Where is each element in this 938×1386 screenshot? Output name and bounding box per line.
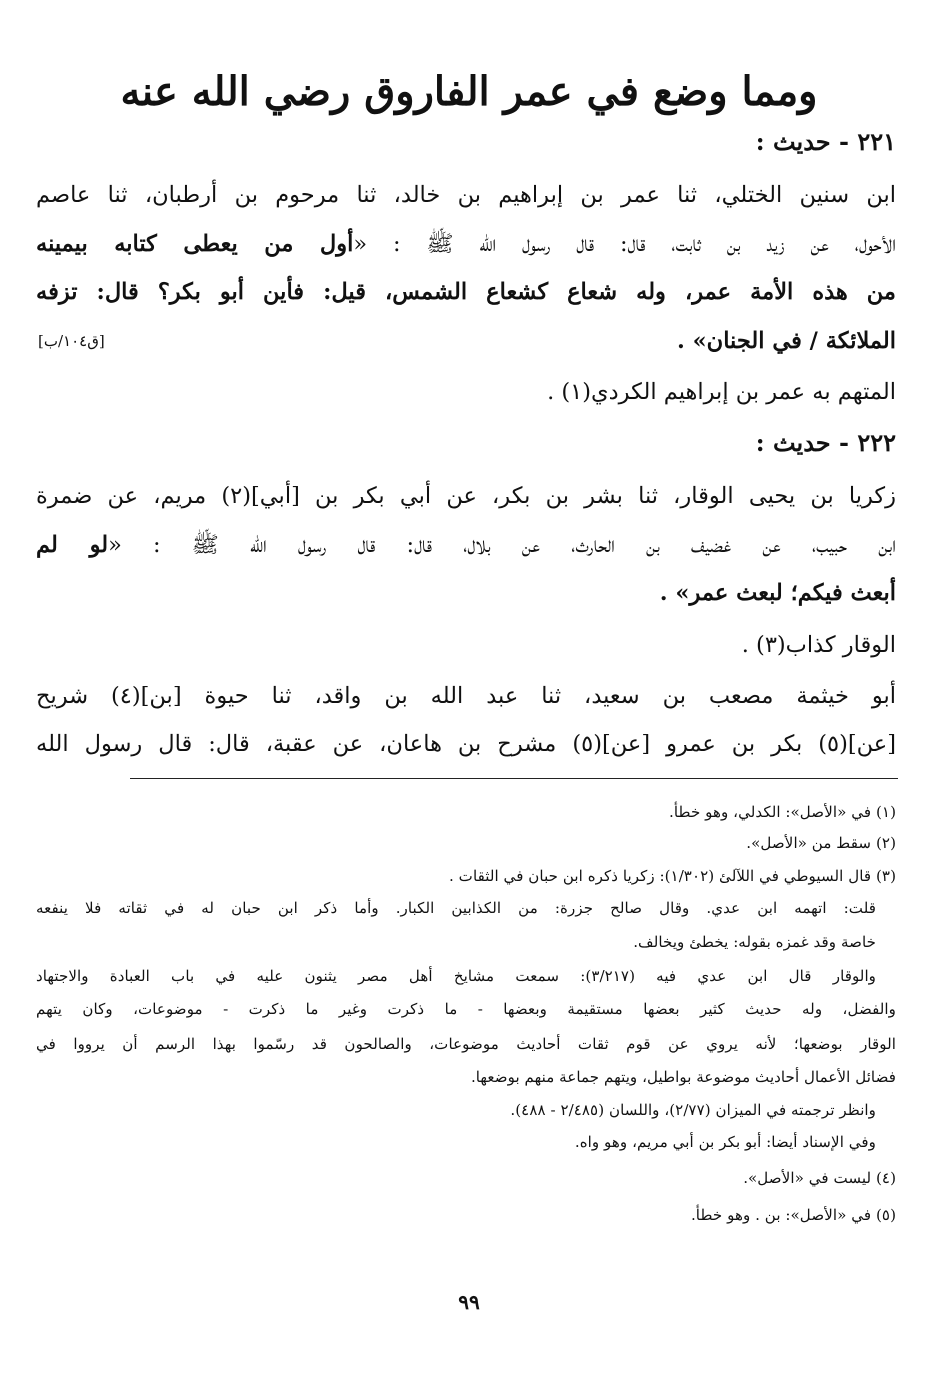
footnote: (٢) سقط من «الأصل». [746,834,896,852]
footnote-separator [130,778,898,779]
footnote-continuation: خاصة وقد غمزه بقوله: يخطئ ويخالف. [633,933,876,951]
footnote-continuation: وانظر ترجمته في الميزان (٢/٧٧)، واللسان (٢/٤٨٥ - ٤٨٨). [510,1101,876,1119]
body-line [36,520,896,570]
footnote-continuation: والفضل، وله حديث كثير بعضها مستقيمة وبعضها - ما ذكرت وغير ما ذكرت - موضوعات، وكان يتهم [36,1000,896,1018]
footnote-continuation: فضائل الأعمال أحاديث موضوعة بواطيل، ويتهم جماعة منهم بوضعها. [470,1068,896,1086]
hadith-matn: لو لم [36,532,109,558]
hadith-matn-line: أبعث فيكم؛ لبعث عمر» . [659,580,896,606]
manuscript-folio-note: [ق١٠٤/ب] [38,332,105,350]
body-line-plain: الأحول، عن زيد بن ثابت، قال: قال رسول الله ﷺ : « [353,231,896,257]
footnote: (٤) ليست في «الأصل». [743,1169,896,1187]
body-line [36,219,896,269]
body-line: أبو خيثمة مصعب بن سعيد، ثنا عبد الله بن واقد، ثنا حيوة [بن](٤) شريح [36,683,896,709]
footnote-continuation: والوقار قال ابن عدي فيه (٣/٢١٧): سمعت مشايخ أهل مصر يثنون عليه في باب العبادة والاجتهاد [36,967,876,985]
chapter-title: ومما وضع في عمر الفاروق رضي الله عنه [120,68,818,115]
body-line: ابن سنين الختلي، ثنا عمر بن إبراهيم بن خالد، ثنا مرحوم بن أرطبان، ثنا عاصم [36,182,896,208]
body-line: المتهم به عمر بن إبراهيم الكردي(١) . [547,379,896,405]
hadith-heading-222: ٢٢٢ - حديث : [755,428,896,457]
page-number: ٩٩ [458,1290,480,1314]
footnote-continuation: قلت: اتهمه ابن عدي. وقال صالح جزرة: من الكذابين الكبار. وأما ذكر ابن حبان له في ثقاته فلا ينفعه [36,899,876,917]
body-line-plain: ابن حبيب، عن غضيف بن الحارث، عن بلال، قال: قال رسول الله ﷺ : « [108,532,896,558]
footnote-continuation: الوقار بوضعها؛ لأنه يروي عن قوم ثقات أحاديث موضوعات، والصالحون قد رسّموا بهذا الرسم أن يرووا في [36,1035,896,1053]
body-line: الوقار كذاب(٣) . [741,632,896,658]
footnote-continuation: وفي الإسناد أيضا: أبو بكر بن أبي مريم، وهو واه. [574,1133,876,1151]
hadith-matn-line: من هذه الأمة عمر، وله شعاع كشعاع الشمس، قيل: فأين أبو بكر؟ قال: تزفه [36,279,896,305]
body-line: [عن](٥) بكر بن عمرو [عن](٥) مشرح بن هاعان، عن عقبة، قال: قال رسول الله [36,731,896,757]
footnote: (١) في «الأصل»: الكدلي، وهو خطأ. [669,803,896,821]
footnote: (٥) في «الأصل»: بن . وهو خطأ. [690,1206,896,1224]
footnote: (٣) قال السيوطي في اللآلئ (١/٣٠٢): زكريا ذكره ابن حبان في الثقات . [449,867,896,885]
hadith-matn: أول من يعطى كتابه بيمينه [36,231,354,257]
body-line: زكريا بن يحيى الوقار، ثنا بشر بن بكر، عن أبي بكر بن [أبي](٢) مريم، عن ضمرة [36,483,896,509]
hadith-matn-line: الملائكة / في الجنان» . [676,328,896,354]
hadith-heading-221: ٢٢١ - حديث : [755,127,896,156]
